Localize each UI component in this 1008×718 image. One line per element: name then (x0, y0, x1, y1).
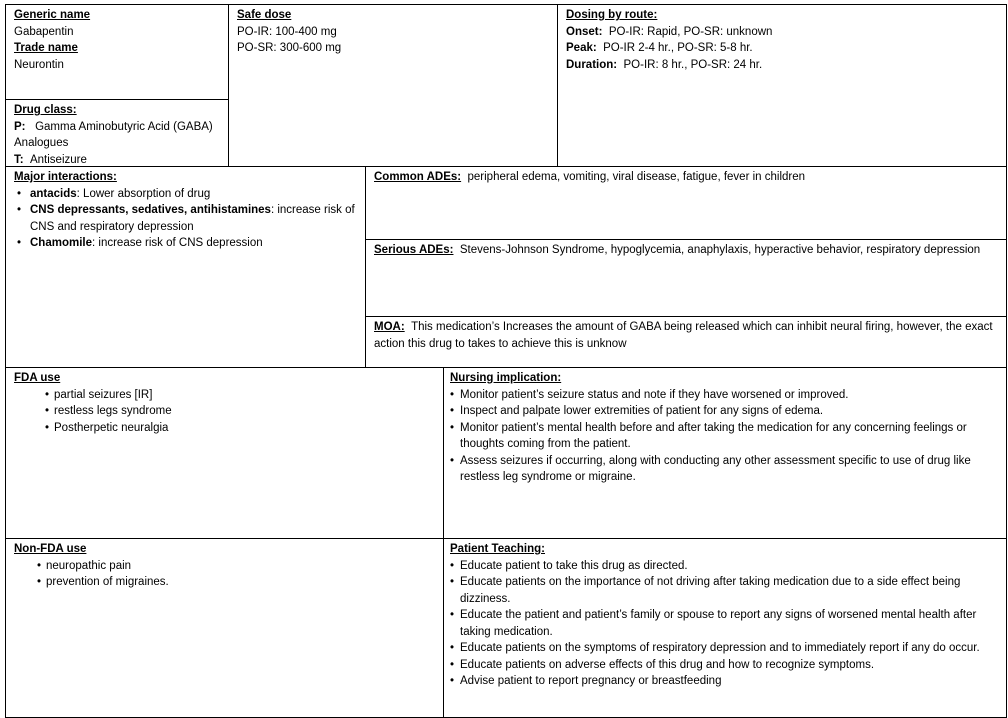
list-item: • partial seizures [IR] (22, 387, 435, 404)
drug-class-t: T: Antiseizure (14, 153, 87, 166)
teaching-cell (443, 538, 1007, 718)
list-item: • Inspect and palpate lower extremities of patient for any signs of edema. (450, 403, 998, 420)
interactions-cell (5, 166, 366, 368)
common-ades-text: Common ADEs: peripheral edema, vomiting, viral disease, fatigue, fever in children (374, 171, 806, 183)
moa-cell (365, 316, 1007, 368)
generic-name-label: Generic name (14, 9, 91, 21)
nursing-list (450, 387, 998, 486)
drug-class-p: P: Gamma Aminobutyric Acid (GABA) Analogues (14, 120, 213, 149)
serious-ades-text: Serious ADEs: Stevens-Johnson Syndrome, hypoglycemia, anaphylaxis, hyperactive behavior, respiratory depression (374, 244, 981, 256)
list-item: • Monitor patient’s mental health before and after taking the medication for any concerning feelings or thoughts coming from the patient. (450, 420, 998, 453)
nursing-cell (443, 367, 1007, 539)
teaching-label: Patient Teaching: (450, 543, 545, 555)
dosing-label: Dosing by route: (566, 9, 658, 21)
list-item: • restless legs syndrome (22, 403, 435, 420)
list-item: • Assess seizures if occurring, along with conducting any other assessment specific to use of drug like restless leg syndrome or migraine. (450, 453, 998, 486)
safe-dose-label: Safe dose (237, 9, 292, 21)
safe-dose-line: PO-IR: 100-400 mg (237, 25, 337, 38)
serious-ades-cell (365, 239, 1007, 317)
list-item: • Educate patient to take this drug as directed. (450, 558, 998, 575)
list-item: • Postherpetic neuralgia (22, 420, 435, 437)
non-fda-use-cell (5, 538, 444, 718)
non-fda-use-label: Non-FDA use (14, 543, 87, 555)
interactions-list (14, 186, 357, 252)
list-item: • Monitor patient’s seizure status and note if they have worsened or improved. (450, 387, 998, 404)
moa-text: MOA: This medication’s Increases the amount of GABA being released which can inhibit neural firing, however, the exact action this drug to takes to achieve this is unknow (374, 321, 993, 350)
fda-use-cell (5, 367, 444, 539)
onset-line: Onset: PO-IR: Rapid, PO-SR: unknown (566, 25, 773, 38)
trade-name-label: Trade name (14, 42, 78, 54)
list-item: • antacids: Lower absorption of drug (14, 186, 357, 203)
list-item: • Advise patient to report pregnancy or breastfeeding (450, 673, 998, 690)
list-item: • Educate patients on adverse effects of this drug and how to recognize symptoms. (450, 657, 998, 674)
teaching-list (450, 558, 998, 690)
common-ades-cell (365, 166, 1007, 240)
non-fda-use-list (14, 558, 435, 591)
dosing-cell (557, 4, 1007, 167)
nursing-label: Nursing implication: (450, 372, 562, 384)
fda-use-list (14, 387, 435, 437)
list-item: • Educate patients on the symptoms of respiratory depression and to immediately report if any do occur. (450, 640, 998, 657)
list-item: • Educate patients on the importance of not driving after taking medication due to a side effect being dizziness. (450, 574, 998, 607)
list-item: • Chamomile: increase risk of CNS depression (14, 235, 357, 252)
drug-class-cell (5, 99, 229, 167)
interactions-label: Major interactions: (14, 171, 117, 183)
trade-name-value: Neurontin (14, 58, 64, 71)
fda-use-label: FDA use (14, 372, 61, 384)
safe-dose-cell (228, 4, 558, 167)
list-item: • CNS depressants, sedatives, antihistamines: increase risk of CNS and respiratory depression (14, 202, 357, 235)
peak-line: Peak: PO-IR 2-4 hr., PO-SR: 5-8 hr. (566, 42, 753, 54)
list-item: • neuropathic pain (14, 558, 435, 575)
list-item: • Educate the patient and patient’s family or spouse to report any signs of worsened mental health after taking medication. (450, 607, 998, 640)
list-item: • prevention of migraines. (14, 574, 435, 591)
duration-line: Duration: PO-IR: 8 hr., PO-SR: 24 hr. (566, 58, 763, 71)
safe-dose-line: PO-SR: 300-600 mg (237, 42, 342, 54)
generic-trade-cell (5, 4, 229, 100)
generic-name-value: Gabapentin (14, 25, 74, 38)
drug-class-label: Drug class: (14, 104, 77, 116)
